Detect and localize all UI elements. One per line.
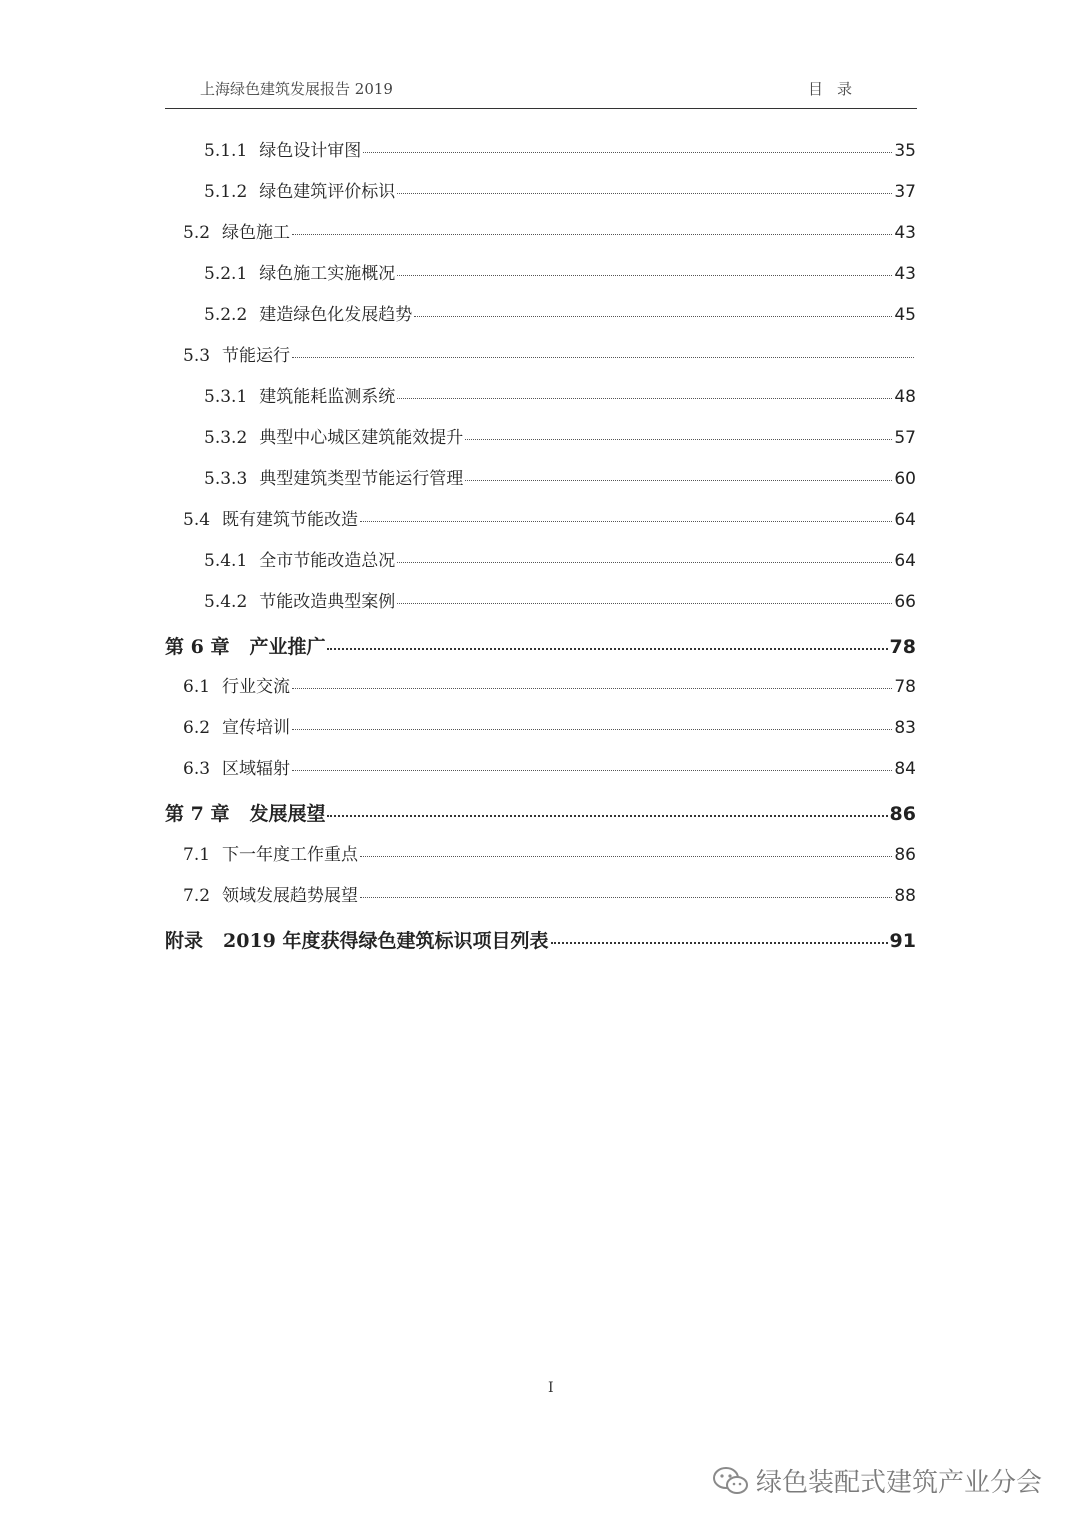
toc-entry-number: 5.1.1 — [204, 141, 248, 161]
toc-entry-page: 48 — [894, 387, 916, 407]
toc-entry-title: 产业推广 — [249, 636, 326, 658]
toc-entry-page: 91 — [889, 930, 916, 952]
toc-entry-page: 84 — [894, 759, 916, 779]
toc-leader-dots — [397, 588, 892, 604]
toc-entry[interactable] — [204, 382, 916, 407]
toc-entry-page: 45 — [894, 305, 916, 325]
toc-entry-title: 2019 年度获得绿色建筑标识项目列表 — [223, 930, 549, 952]
toc-entry-number: 5.2.2 — [204, 305, 248, 325]
toc-entry-number: 5.1.2 — [204, 182, 248, 202]
toc-entry-title: 宣传培训 — [222, 718, 291, 738]
toc-leader-dots — [414, 301, 892, 317]
toc-entry-title: 全市节能改造总况 — [259, 551, 396, 571]
toc-entry-page: 43 — [894, 264, 916, 284]
toc-entry-number: 5.3.2 — [204, 428, 248, 448]
toc-entry-page: 86 — [894, 845, 916, 865]
toc-entry-title: 区域辐射 — [222, 759, 291, 779]
toc-entry-number: 7.2 — [183, 886, 211, 906]
toc-entry-number: 6.1 — [183, 677, 211, 697]
toc-chapter-entry[interactable] — [165, 632, 916, 659]
toc-entry-number: 7.1 — [183, 845, 211, 865]
toc-entry-title: 节能运行 — [222, 346, 291, 366]
toc-entry-title: 下一年度工作重点 — [222, 845, 359, 865]
toc-entry-number: 5.3.3 — [204, 469, 248, 489]
toc-leader-dots — [292, 342, 914, 358]
toc-leader-dots — [292, 755, 892, 771]
watermark-text: 绿色装配式建筑产业分会 — [756, 1468, 1043, 1498]
toc-entry-page: 66 — [894, 592, 916, 612]
toc-entry-number: 5.4.1 — [204, 551, 248, 571]
toc-entry-title: 建筑能耗监测系统 — [259, 387, 396, 407]
toc-entry-page: 88 — [894, 886, 916, 906]
toc-entry-number: 第 7 章 — [165, 803, 230, 825]
toc-entry[interactable] — [204, 259, 916, 284]
toc-leader-dots — [292, 219, 892, 235]
toc-chapter-entry[interactable] — [165, 799, 916, 826]
toc-entry-number: 5.3.1 — [204, 387, 248, 407]
toc-entry-number: 6.3 — [183, 759, 211, 779]
toc-entry[interactable] — [183, 754, 916, 779]
toc-entry[interactable] — [183, 341, 916, 366]
toc-entry-title: 领域发展趋势展望 — [222, 886, 359, 906]
toc-leader-dots — [397, 178, 892, 194]
toc-entry[interactable] — [183, 218, 916, 243]
toc-entry-number: 5.3 — [183, 346, 211, 366]
toc-leader-dots — [551, 925, 888, 944]
toc-entry[interactable] — [204, 587, 916, 612]
toc-leader-dots — [360, 841, 892, 857]
toc-leader-dots — [327, 798, 887, 817]
toc-entry[interactable] — [183, 505, 916, 530]
toc-entry-page: 57 — [894, 428, 916, 448]
toc-leader-dots — [327, 631, 887, 650]
toc-entry-page: 78 — [894, 677, 916, 697]
toc-entry[interactable] — [183, 713, 916, 738]
toc-entry-number: 6.2 — [183, 718, 211, 738]
toc-leader-dots — [363, 137, 892, 153]
page-number: I — [548, 1380, 554, 1396]
toc-leader-dots — [397, 260, 892, 276]
toc-entry[interactable] — [204, 464, 916, 489]
toc-entry-title: 发展展望 — [249, 803, 326, 825]
toc-entry-title: 绿色施工 — [222, 223, 291, 243]
toc-entry-title: 绿色施工实施概况 — [259, 264, 396, 284]
toc-entry-page: 37 — [894, 182, 916, 202]
toc-entry[interactable] — [204, 136, 916, 161]
toc-entry[interactable] — [204, 177, 916, 202]
header-section: 目录 — [808, 80, 867, 98]
toc-leader-dots — [292, 714, 892, 730]
toc-leader-dots — [360, 882, 892, 898]
toc-entry[interactable] — [183, 840, 916, 865]
wechat-icon — [712, 1465, 750, 1497]
toc-leader-dots — [465, 424, 892, 440]
toc-entry-page: 83 — [894, 718, 916, 738]
toc-entry-page: 35 — [894, 141, 916, 161]
toc-entry-number: 5.2.1 — [204, 264, 248, 284]
toc-leader-dots — [360, 506, 892, 522]
toc-entry-page: 60 — [894, 469, 916, 489]
toc-entry-number: 5.2 — [183, 223, 211, 243]
toc-appendix-entry[interactable] — [165, 926, 916, 953]
toc-entry[interactable] — [183, 881, 916, 906]
toc-entry-title: 行业交流 — [222, 677, 291, 697]
toc-entry[interactable] — [204, 300, 916, 325]
watermark — [712, 1462, 1042, 1499]
toc-leader-dots — [397, 383, 892, 399]
toc-entry-number: 5.4.2 — [204, 592, 248, 612]
toc-entry-page: 43 — [894, 223, 916, 243]
toc-entry-number: 附录 — [165, 930, 204, 952]
toc-entry-page: 86 — [889, 803, 916, 825]
toc-entry-title: 既有建筑节能改造 — [222, 510, 359, 530]
toc-leader-dots — [292, 673, 892, 689]
toc-entry-title: 建造绿色化发展趋势 — [259, 305, 413, 325]
toc-entry[interactable] — [183, 672, 916, 697]
toc-entry-page: 78 — [889, 636, 916, 658]
toc-entry-title: 典型建筑类型节能运行管理 — [259, 469, 464, 489]
header-title: 上海绿色建筑发展报告 2019 — [200, 80, 393, 98]
toc-entry-title: 绿色设计审图 — [259, 141, 362, 161]
toc-leader-dots — [465, 465, 892, 481]
toc-entry-title: 节能改造典型案例 — [259, 592, 396, 612]
toc-entry-page: 64 — [894, 510, 916, 530]
toc-leader-dots — [397, 547, 892, 563]
toc-entry-title: 典型中心城区建筑能效提升 — [259, 428, 464, 448]
toc-entry[interactable] — [204, 423, 916, 448]
toc-entry-number: 第 6 章 — [165, 636, 230, 658]
toc-entry-page: 64 — [894, 551, 916, 571]
toc-entry-title: 绿色建筑评价标识 — [259, 182, 396, 202]
toc-entry[interactable] — [204, 546, 916, 571]
toc-entry-number: 5.4 — [183, 510, 211, 530]
